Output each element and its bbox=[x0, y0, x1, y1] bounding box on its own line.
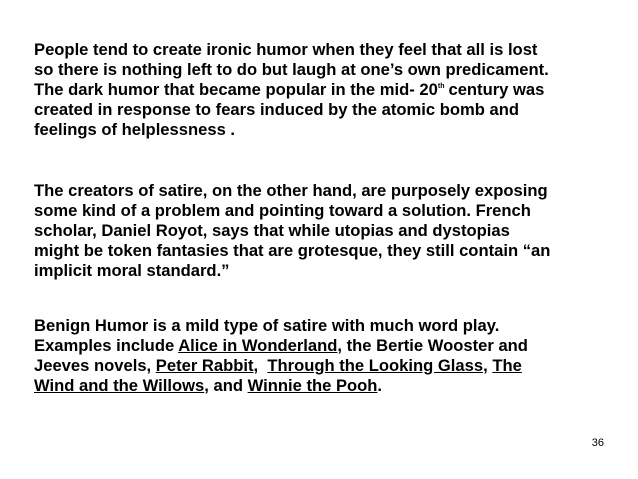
text-segment: . bbox=[377, 376, 383, 395]
book-title-alice: Alice in Wonderland bbox=[178, 336, 338, 355]
text-line: Benign Humor is a mild type of satire with much word play. bbox=[34, 316, 500, 335]
book-title-peter-rabbit: Peter Rabbit bbox=[155, 356, 254, 375]
paragraph-benign-humor bbox=[34, 316, 614, 396]
text-line: feelings of helplessness . bbox=[34, 120, 236, 139]
text-line bbox=[34, 336, 614, 356]
text-line bbox=[34, 356, 614, 376]
book-title-looking-glass: Through the Looking Glass bbox=[267, 356, 484, 375]
text-line: The creators of satire, on the other hand, are purposely exposing bbox=[34, 181, 548, 200]
text-line: some kind of a problem and pointing toward a solution. French bbox=[34, 201, 531, 220]
text-segment: Examples include bbox=[34, 336, 179, 355]
text-segment: century was bbox=[448, 80, 545, 99]
paragraph-ironic-humor bbox=[34, 40, 614, 140]
paragraph-satire-creators bbox=[34, 181, 614, 281]
book-title-winnie-pooh: Winnie the Pooh bbox=[247, 376, 378, 395]
book-title-wind-willows-part2: Wind and the Willows bbox=[34, 376, 205, 395]
text-segment: , the Bertie Wooster and bbox=[337, 336, 528, 355]
text-line bbox=[34, 80, 614, 100]
text-line: implicit moral standard.” bbox=[34, 261, 230, 280]
book-title-wind-willows-part1: The bbox=[492, 356, 522, 375]
superscript-ordinal: th bbox=[437, 83, 445, 90]
text-segment: , and bbox=[204, 376, 248, 395]
text-line: so there is nothing left to do but laugh at one’s own predicament. bbox=[34, 60, 549, 79]
text-line: created in response to fears induced by the atomic bomb and bbox=[34, 100, 520, 119]
text-segment: The dark humor that became popular in the mid- 20 bbox=[34, 80, 438, 99]
page-number: 36 bbox=[591, 437, 604, 449]
text-line: might be token fantasies that are grotesque, they still contain “an bbox=[34, 241, 551, 260]
text-line: scholar, Daniel Royot, says that while utopias and dystopias bbox=[34, 221, 510, 240]
text-line: People tend to create ironic humor when they feel that all is lost bbox=[34, 40, 538, 59]
text-segment: , bbox=[483, 356, 493, 375]
text-segment: Jeeves novels, bbox=[34, 356, 156, 375]
text-segment: , bbox=[253, 356, 268, 375]
text-line bbox=[34, 376, 614, 396]
